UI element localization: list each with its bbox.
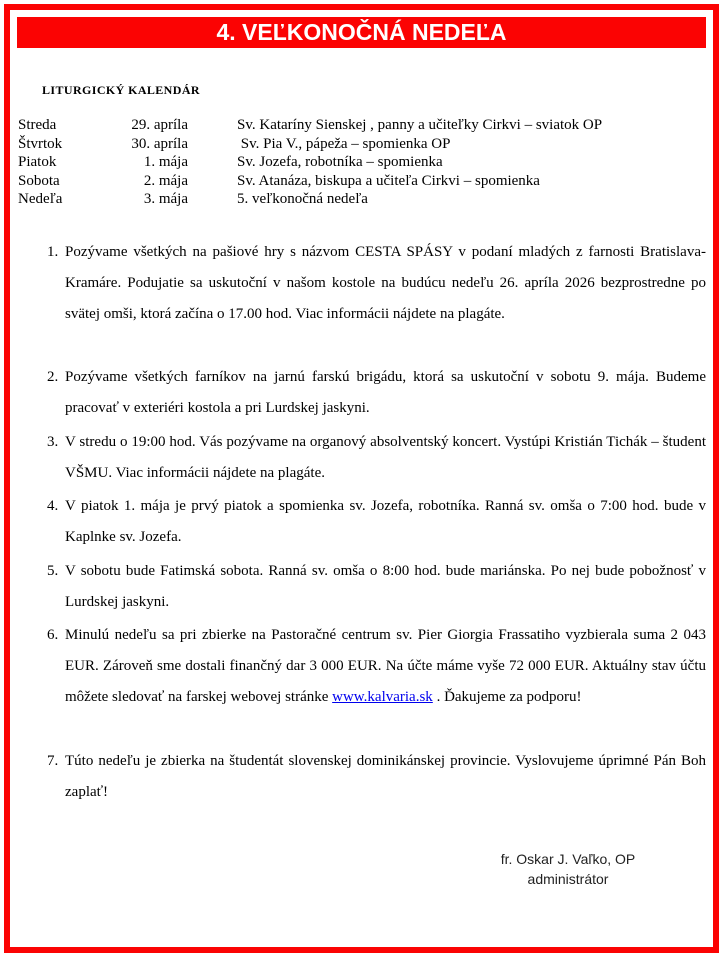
calendar-feast: Sv. Atanáza, biskupa a učiteľa Cirkvi – spomienka <box>237 172 540 189</box>
calendar-day: Nedeľa <box>18 191 63 208</box>
header-banner <box>17 17 706 48</box>
announcement-number: 6. <box>47 627 59 643</box>
announcement-item <box>47 362 706 424</box>
announcement-item <box>47 620 706 712</box>
calendar-feast: Sv. Jozefa, robotníka – spomienka <box>237 154 443 171</box>
announcement-text-before-link: Minulú nedeľu sa pri zbierke na Pastoračné centrum sv. Pier Giorgia Frassatiho vyzbierala suma 2 043 EUR. Zároveň sme dostali finančný dar 3 000 EUR. Na účte máme vyše 72 000 EUR. Aktuálny stav účtu môžete sledovať na farskej webovej stránke <box>65 627 706 705</box>
calendar-date: 29. apríla <box>131 117 188 133</box>
announcement-number: 1. <box>47 244 59 260</box>
announcement-text: Pozývame všetkých farníkov na jarnú farskú brigádu, ktorá sa uskutoční v sobotu 9. mája. Budeme pracovať v exteriéri kostola a pri Lurdskej jaskyni. <box>65 369 706 416</box>
announcement-text: V sobotu bude Fatimská sobota. Ranná sv. omša o 8:00 hod. bude mariánska. Po nej bude pobožnosť v Lurdskej jaskyni. <box>65 563 706 610</box>
calendar-date: 1. mája <box>143 154 188 171</box>
signature-role: administrátor <box>527 871 609 887</box>
calendar-feast: Sv. Pia V., pápeža – spomienka OP <box>237 135 451 152</box>
announcement-text: V piatok 1. mája je prvý piatok a spomienka sv. Jozefa, robotníka. Ranná sv. omša o 7:00 hod. bude v Kaplnke sv. Jozefa. <box>65 498 706 545</box>
announcement-text-after-link: . Ďakujeme za podporu! <box>432 688 582 705</box>
calendar-row <box>18 116 708 135</box>
calendar-feast: Sv. Kataríny Sienskej , panny a učiteľky Cirkvi – sviatok OP <box>237 117 603 133</box>
calendar-date: 2. mája <box>143 172 188 189</box>
announcement-item <box>47 491 706 553</box>
calendar-day: Štvrtok <box>18 135 63 152</box>
calendar-day: Piatok <box>18 154 57 171</box>
announcement-number: 3. <box>47 434 59 450</box>
announcement-number: 2. <box>47 369 59 385</box>
calendar-row <box>18 172 708 191</box>
announcement-text: Pozývame všetkých na pašiové hry s názvom CESTA SPÁSY v podaní mladých z farnosti Bratislava-Kramáre. Podujatie sa uskutoční v našom kostole na budúcu nedeľu 26. apríla 2026 bezprostredne po svätej omši, ktorá začína o 17.00 hod. Viac informácii nájdete na plagáte. <box>65 244 706 322</box>
signature-name: fr. Oskar J. Vaľko, OP <box>500 851 636 867</box>
liturgical-calendar-heading: LITURGICKÝ KALENDÁR <box>42 83 200 97</box>
calendar-row <box>18 153 708 172</box>
calendar-date: 30. apríla <box>131 135 188 152</box>
announcement-number: 7. <box>47 753 59 769</box>
calendar-row <box>18 135 708 154</box>
signature-block <box>462 849 674 889</box>
announcement-item <box>47 427 706 489</box>
announcement-number: 5. <box>47 563 59 579</box>
announcement-number: 4. <box>47 498 59 514</box>
calendar-row <box>18 190 708 209</box>
calendar-date: 3. mája <box>143 191 188 208</box>
calendar-day: Streda <box>18 117 57 133</box>
announcement-item <box>47 237 706 329</box>
announcement-text <box>65 620 706 712</box>
announcement-item <box>47 556 706 618</box>
announcement-text: Túto nedeľu je zbierka na študentát slovenskej dominikánskej provincie. Vyslovujeme úprimné Pán Boh zaplať! <box>65 753 706 800</box>
page-title: 4. VEĽKONOČNÁ NEDEĽA <box>216 19 507 45</box>
announcement-text: V stredu o 19:00 hod. Vás pozývame na organový absolventský koncert. Vystúpi Kristián Tichák – študent VŠMU. Viac informácii nájdete na plagáte. <box>65 434 706 481</box>
liturgical-calendar <box>18 116 708 209</box>
announcement-item <box>47 746 706 808</box>
calendar-feast: 5. veľkonočná nedeľa <box>237 191 368 208</box>
kalvaria-website-link[interactable]: www.kalvaria.sk <box>332 688 433 705</box>
calendar-day: Sobota <box>18 172 60 189</box>
